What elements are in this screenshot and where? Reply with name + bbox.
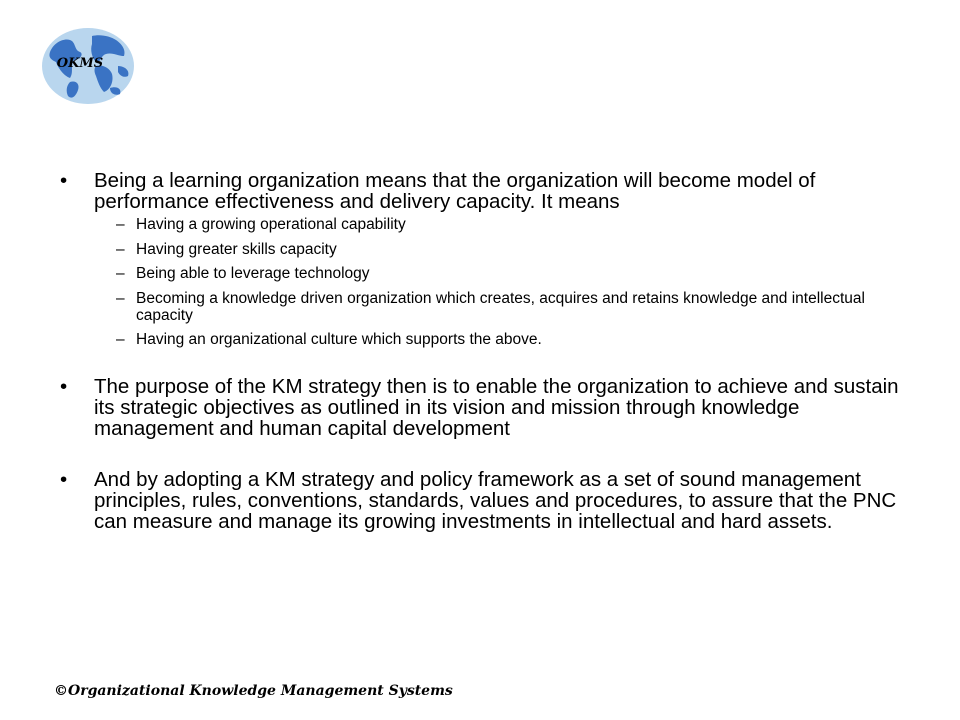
logo-text: OKMS [56, 56, 104, 71]
bullet-dot: • [60, 375, 68, 398]
bullet-2-text: The purpose of the KM strategy then is to enable the organization to achieve and sustain its strategic objectives as outlined in its vision and mission through knowledge management and human capital development [94, 375, 899, 440]
bullet-dot: • [60, 468, 68, 491]
sub-bullet: – Having greater skills capacity [116, 240, 337, 258]
sub-bullet: – Having a growing operational capability [116, 216, 406, 233]
sub-bullet-list [60, 216, 910, 348]
okms-logo [40, 26, 136, 106]
slide-body [60, 170, 910, 532]
sub-bullet: – Becoming a knowledge driven organization which creates, acquires and retains knowledge and intellectual capacity [116, 289, 865, 324]
sub-bullet: – Having an organizational culture which supports the above. [116, 331, 542, 348]
bullet-3-text: And by adopting a KM strategy and policy framework as a set of sound management principles, rules, conventions, standards, values and procedures, to assure that the PNC can measure and manage its growing investments in intellectual and hard assets. [94, 468, 897, 533]
bullet-2 [60, 376, 910, 439]
bullet-dot: • [60, 169, 68, 192]
globe-icon [40, 26, 136, 106]
copyright-footer: ©Organizational Knowledge Management Systems [54, 683, 453, 699]
sub-bullet: – Being able to leverage technology [116, 265, 370, 282]
bullet-1-text: Being a learning organization means that the organization will become model of performance effectiveness and delivery capacity. It means [94, 169, 816, 213]
bullet-1 [60, 170, 910, 212]
bullet-3 [60, 469, 910, 532]
